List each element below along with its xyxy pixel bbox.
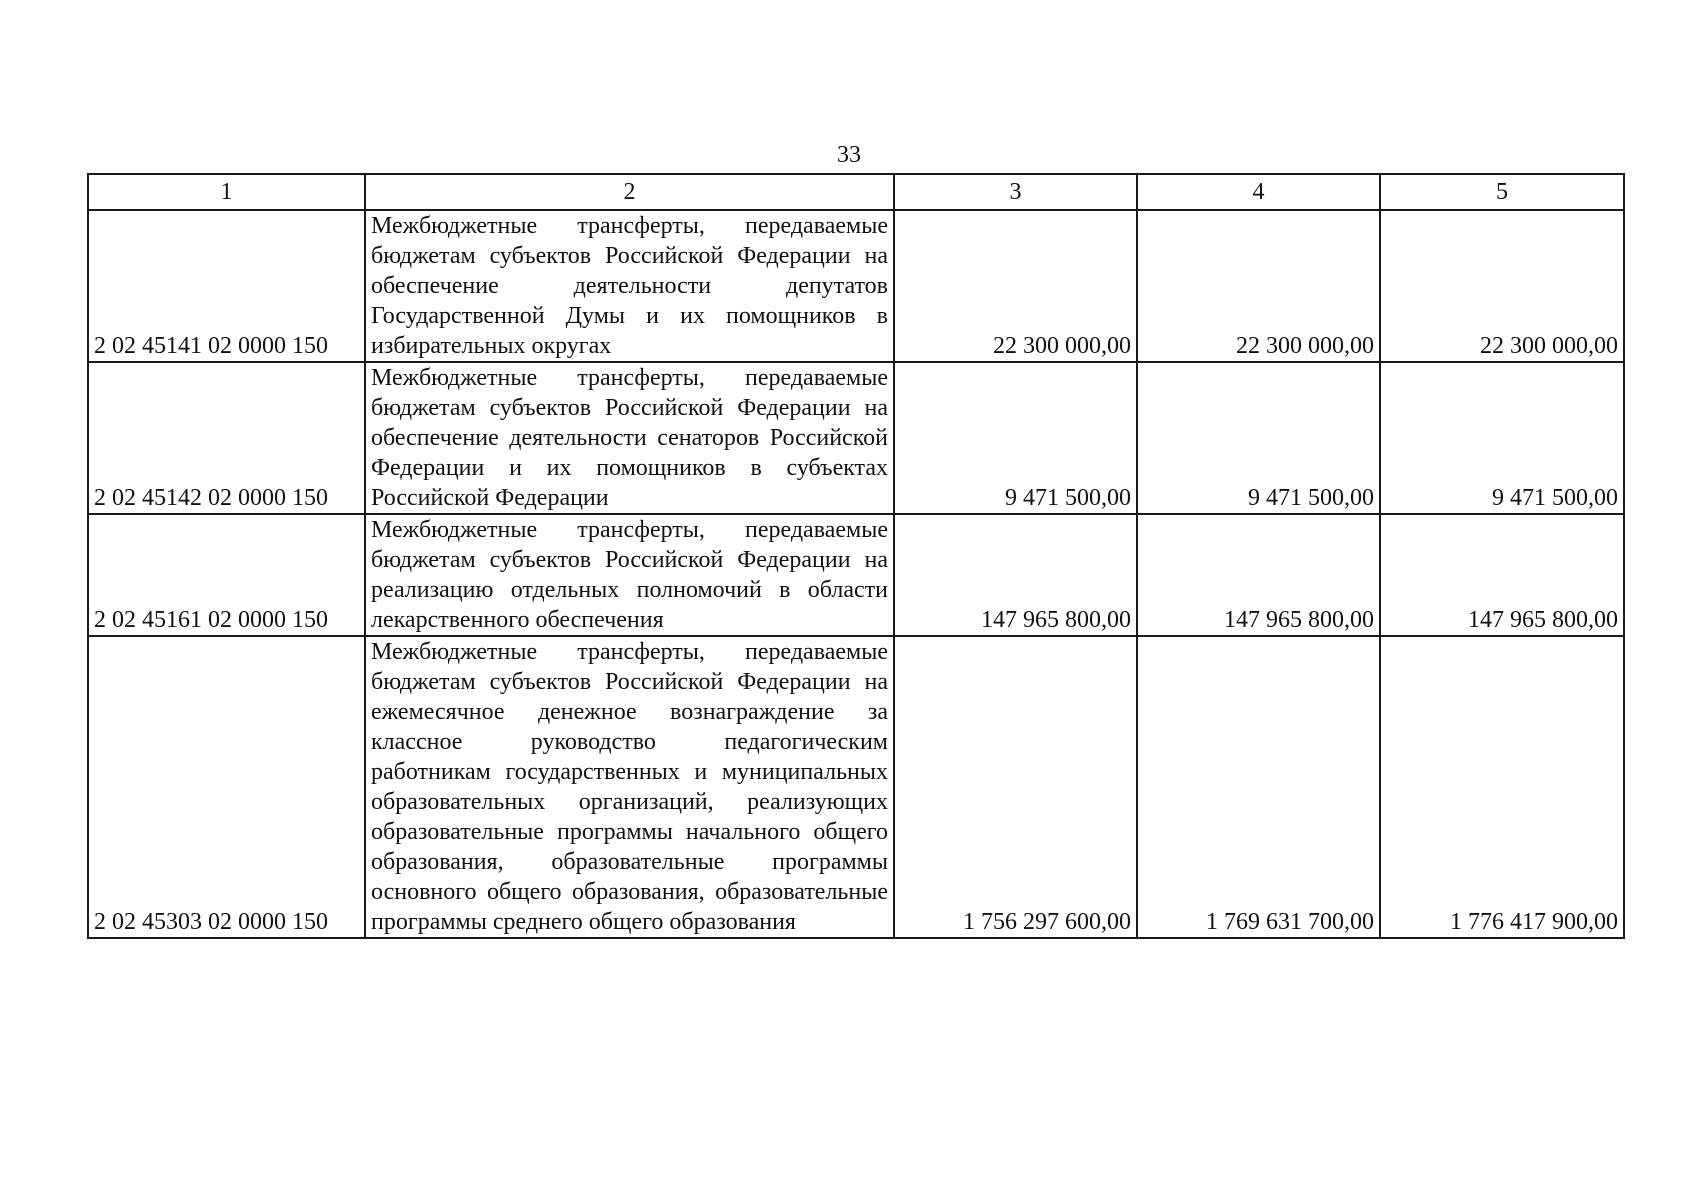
budget-code: 2 02 45303 02 0000 150	[88, 636, 365, 938]
amount-col-3: 1 756 297 600,00	[894, 636, 1137, 938]
budget-table	[87, 173, 1625, 939]
amount-col-4: 1 769 631 700,00	[1137, 636, 1380, 938]
budget-code: 2 02 45161 02 0000 150	[88, 514, 365, 636]
header-col-1: 1	[88, 174, 365, 210]
amount-col-3: 9 471 500,00	[894, 362, 1137, 514]
amount-col-3: 22 300 000,00	[894, 210, 1137, 362]
amount-col-4: 147 965 800,00	[1137, 514, 1380, 636]
amount-col-3: 147 965 800,00	[894, 514, 1137, 636]
amount-col-5: 9 471 500,00	[1380, 362, 1624, 514]
amount-col-5: 1 776 417 900,00	[1380, 636, 1624, 938]
amount-col-5: 22 300 000,00	[1380, 210, 1624, 362]
header-row	[88, 174, 1624, 210]
header-col-5: 5	[1380, 174, 1624, 210]
row-description: Межбюджетные трансферты, передаваемые бюджетам субъектов Российской Федерации на реализацию отдельных полномочий в области лекарственного обеспечения	[365, 514, 894, 636]
table-row	[88, 362, 1624, 514]
amount-col-4: 9 471 500,00	[1137, 362, 1380, 514]
header-col-2: 2	[365, 174, 894, 210]
header-col-3: 3	[894, 174, 1137, 210]
table-row	[88, 636, 1624, 938]
table-header	[88, 174, 1624, 210]
amount-col-5: 147 965 800,00	[1380, 514, 1624, 636]
table-row	[88, 514, 1624, 636]
table-row	[88, 210, 1624, 362]
row-description: Межбюджетные трансферты, передаваемые бюджетам субъектов Российской Федерации на обеспечение деятельности депутатов Государственной Думы и их помощников в избирательных округах	[365, 210, 894, 362]
amount-col-4: 22 300 000,00	[1137, 210, 1380, 362]
budget-code: 2 02 45142 02 0000 150	[88, 362, 365, 514]
table-body	[88, 210, 1624, 938]
budget-code: 2 02 45141 02 0000 150	[88, 210, 365, 362]
row-description: Межбюджетные трансферты, передаваемые бюджетам субъектов Российской Федерации на ежемесячное денежное вознаграждение за классное руководство педагогическим работникам государственных и муниципальных образовательных организаций, реализующих образовательные программы начального общего образования, образовательные программы основного общего образования, образовательные программы среднего общего образования	[365, 636, 894, 938]
row-description: Межбюджетные трансферты, передаваемые бюджетам субъектов Российской Федерации на обеспечение деятельности сенаторов Российской Федерации и их помощников в субъектах Российской Федерации	[365, 362, 894, 514]
header-col-4: 4	[1137, 174, 1380, 210]
page-number: 33	[837, 142, 861, 168]
